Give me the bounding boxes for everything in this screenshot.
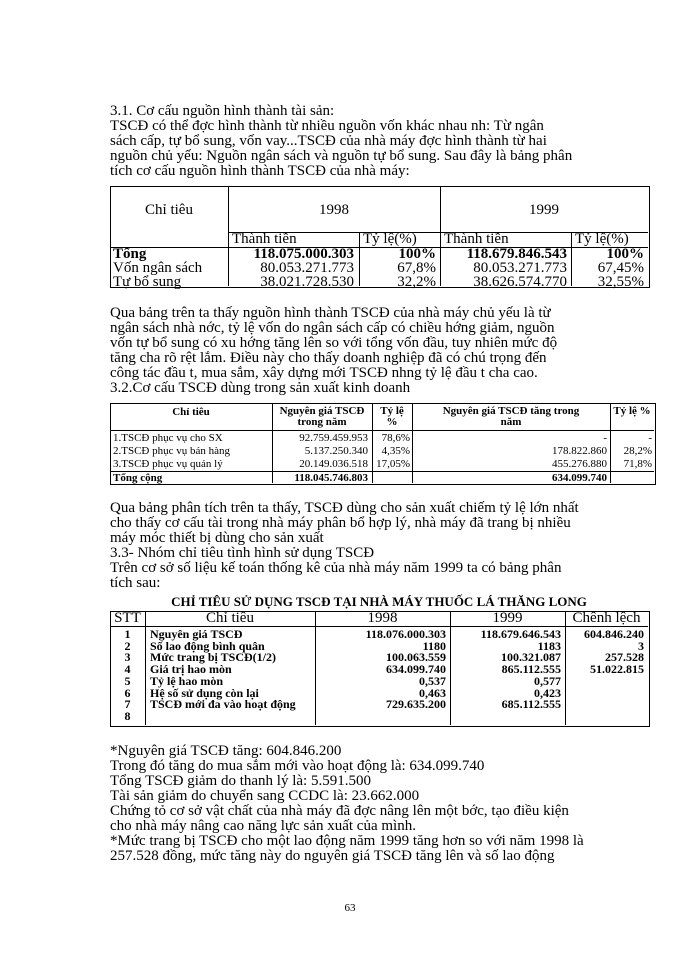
- t2-header-indicator: Chỉ tiêu: [172, 406, 210, 418]
- para2-line-3: vốn tự bổ sung có xu hớng tăng lên so với tổng vốn đầu, tuy nhiên mức độ: [110, 335, 558, 351]
- row-budget-amount-1999: 80.053.271.773: [473, 260, 567, 276]
- t2-header-ratio-1: Tỷ lệ %: [380, 405, 404, 428]
- header-ratio-1999: Tỷ lệ(%): [575, 231, 629, 247]
- t3-row-label-4: Giá trị hao mòn: [150, 662, 232, 676]
- para2-line-1: Qua bảng trên ta thấy nguồn hình thành TSCĐ của nhà máy chủ yếu là từ: [110, 305, 551, 321]
- t2-header-cost: Nguyên giá TSCĐ trong năm: [279, 405, 365, 428]
- row-self-amount-1999: 38.626.574.770: [473, 274, 567, 290]
- t3-row-1998-3: 100.063.559: [386, 650, 446, 664]
- t3-row-label-5: Tỷ lệ hao mòn: [150, 674, 224, 688]
- para2-line-5: công tác đầu t, mua sắm, xây dựng mới TSCĐ nhng tỷ lệ đầu t cha cao.: [110, 365, 538, 381]
- t3-row-stt-3: 3: [124, 650, 131, 664]
- t2-row-2-ratio-2: 28,2%: [623, 445, 652, 457]
- para4-line-5: Chứng tỏ cơ sở vật chất của nhà máy đã đợc nâng lên một bớc, tạo điều kiện: [110, 803, 569, 819]
- header-amount-1999: Thành tiền: [444, 231, 509, 247]
- row-total-ratio-1998: 100%: [398, 246, 436, 262]
- t2-row-1-label: 1.TSCĐ phục vụ cho SX: [113, 432, 223, 444]
- t2-total-label: Tổng cộng: [113, 472, 163, 484]
- t3-row-1999-1: 118.679.646.543: [480, 627, 561, 641]
- para3-line-5: Trên cơ sở số liệu kế toán thống kê của nhà máy năm 1999 ta có bảng phân: [110, 560, 562, 576]
- t3-row-1999-7: 685.112.555: [501, 697, 561, 711]
- t3-row-1998-2: 1180: [422, 639, 446, 653]
- row-self-ratio-1998: 32,2%: [397, 274, 436, 290]
- t3-row-diff-1: 604.846.240: [584, 627, 644, 641]
- row-budget-ratio-1999: 67,45%: [597, 260, 644, 276]
- t3-header-1998: 1998: [367, 610, 398, 626]
- para3-line-3: máy móc thiết bị dùng cho sản xuất: [110, 530, 324, 546]
- para4-line-2: Trong đó tăng do mua sắm mới vào hoạt động là: 634.099.740: [110, 758, 485, 774]
- t3-row-stt-4: 4: [124, 662, 131, 676]
- para3-line-2: cho thấy cơ cấu tài trong nhà máy phân bổ hợp lý, nhà máy đã trang bị nhiều: [110, 515, 571, 531]
- para4-line-8: 257.528 đồng, mức tăng này do nguyên giá TSCĐ tăng lên và số lao động: [110, 848, 555, 864]
- t3-row-stt-5: 5: [124, 674, 131, 688]
- row-budget-amount-1998: 80.053.271.773: [260, 260, 354, 276]
- header-year-1999: 1999: [529, 202, 559, 218]
- row-self-amount-1998: 38.021.728.530: [260, 274, 354, 290]
- intro-line-2: sách cấp, tự bổ sung, vốn vay...TSCĐ của nhà máy đợc hình thành từ hai: [110, 133, 547, 149]
- para3-line-6: tích sau:: [110, 575, 161, 591]
- t2-row-2-cost: 5.137.250.340: [304, 445, 368, 457]
- t3-row-diff-2: 3: [638, 639, 644, 653]
- t3-header-1999: 1999: [492, 610, 523, 626]
- para2-line-2: ngân sách nhà nớc, tỷ lệ vốn do ngân sách cấp có chiều hớng giảm, nguồn: [110, 320, 555, 336]
- row-budget-ratio-1998: 67,8%: [397, 260, 436, 276]
- t3-row-diff-4: 51.022.815: [590, 662, 644, 676]
- row-self-ratio-1999: 32,55%: [597, 274, 644, 290]
- t2-row-2-increase: 178.822.860: [552, 445, 607, 457]
- section-heading-3-3: 3.3- Nhóm chỉ tiêu tình hình sử dụng TSCĐ: [110, 545, 375, 561]
- t2-total-increase: 634.099.740: [552, 472, 607, 484]
- t2-header-ratio-2: Tỷ lệ %: [613, 405, 651, 417]
- t3-row-stt-8: 8: [124, 709, 131, 723]
- row-total-amount-1998: 118.075.000.303: [253, 246, 354, 262]
- para4-line-3: Tổng TSCĐ giảm do thanh lý là: 5.591.500: [110, 773, 371, 789]
- t3-title: CHỈ TIÊU SỬ DỤNG TSCĐ TẠI NHÀ MÁY THUỐC LÁ THĂNG LONG: [171, 594, 587, 609]
- t3-row-1999-5: 0,577: [534, 674, 561, 688]
- row-budget-label: Vốn ngân sách: [113, 260, 203, 276]
- row-self-label: Tự bổ sung: [113, 274, 182, 290]
- header-year-1998: 1998: [319, 202, 349, 218]
- t3-row-1999-2: 1183: [537, 639, 561, 653]
- header-indicator: Chỉ tiêu: [145, 202, 193, 218]
- t2-row-1-cost: 92.759.459.953: [299, 432, 368, 444]
- t3-row-1998-7: 729.635.200: [386, 697, 446, 711]
- t3-row-1998-5: 0,537: [419, 674, 446, 688]
- header-amount-1998: Thành tiền: [232, 231, 297, 247]
- t2-row-1-ratio: 78,6%: [381, 432, 410, 444]
- t3-row-stt-1: 1: [124, 627, 131, 641]
- para4-line-7: *Mức trang bị TSCĐ cho một lao động năm 1999 tăng hơn so với năm 1998 là: [110, 833, 584, 849]
- t3-row-diff-3: 257.528: [605, 650, 644, 664]
- t3-row-1998-4: 634.099.740: [386, 662, 446, 676]
- t2-row-3-ratio-2: 71,8%: [623, 458, 652, 470]
- t3-row-1998-6: 0,463: [419, 686, 446, 700]
- t3-header-diff: Chênh lệch: [572, 610, 641, 626]
- para2-line-4: tăng cha rõ rệt lắm. Điều này cho thấy doanh nghiệp đã có chú trọng đến: [110, 350, 547, 366]
- t3-row-label-3: Mức trang bị TSCĐ(1/2): [150, 650, 276, 664]
- intro-line-3: nguồn chủ yếu: Nguồn ngân sách và nguồn tự bổ sung. Sau đây là bảng phân: [110, 148, 573, 164]
- t3-row-stt-7: 7: [124, 697, 131, 711]
- t2-row-1-increase: -: [603, 432, 607, 444]
- t3-row-label-1: Nguyên giá TSCĐ: [150, 627, 243, 641]
- t3-row-stt-2: 2: [124, 639, 131, 653]
- para4-line-6: cho nhà máy nâng cao năng lực sản xuất của mình.: [110, 818, 416, 834]
- t2-row-3-ratio: 17,05%: [376, 458, 410, 470]
- t3-row-1999-6: 0,423: [534, 686, 561, 700]
- t3-row-1998-1: 118.076.000.303: [365, 627, 446, 641]
- row-total-ratio-1999: 100%: [606, 246, 644, 262]
- t2-row-2-label: 2.TSCĐ phục vụ bán hàng: [113, 445, 231, 457]
- t3-row-1999-3: 100.321.087: [501, 650, 561, 664]
- t2-total-cost: 118.045.746.803: [294, 472, 368, 484]
- intro-line-4: tích cơ cấu nguồn hình thành TSCĐ của nhà máy:: [110, 163, 410, 179]
- t3-row-label-2: Số lao động bình quân: [150, 639, 265, 653]
- para4-line-4: Tài sản giảm do chuyển sang CCDC là: 23.662.000: [110, 788, 420, 804]
- section-heading-3-2: 3.2.Cơ cấu TSCĐ dùng trong sản xuất kinh doanh: [110, 380, 411, 396]
- para4-line-1: *Nguyên giá TSCĐ tăng: 604.846.200: [110, 743, 342, 759]
- header-ratio-1998: Tỷ lệ(%): [363, 231, 417, 247]
- t3-row-1999-4: 865.112.555: [501, 662, 561, 676]
- t3-header-indicator: Chỉ tiêu: [206, 610, 254, 626]
- t2-row-2-ratio: 4,35%: [381, 445, 410, 457]
- t3-row-label-7: TSCĐ mới đa vào hoạt động: [150, 697, 296, 711]
- page-number: 63: [344, 902, 356, 914]
- t3-row-stt-6: 6: [124, 686, 131, 700]
- t3-header-stt: STT: [114, 610, 141, 626]
- intro-line-1: TSCĐ có thể đợc hình thành từ nhiều nguồn vốn khác nhau nh: Từ ngân: [110, 118, 544, 134]
- row-total-amount-1999: 118.679.846.543: [466, 246, 567, 262]
- t2-header-increase: Nguyên giá TSCĐ tăng trong năm: [442, 405, 580, 428]
- t3-row-label-6: Hệ số sử dụng còn lại: [150, 686, 259, 700]
- section-heading-3-1: 3.1. Cơ cấu nguồn hình thành tài sản:: [110, 103, 335, 119]
- t2-row-1-ratio-2: -: [648, 432, 652, 444]
- t2-row-3-cost: 20.149.036.518: [299, 458, 368, 470]
- t2-row-3-increase: 455.276.880: [552, 458, 607, 470]
- t2-row-3-label: 3.TSCĐ phục vụ quản lý: [113, 458, 223, 470]
- row-total-label: Tổng: [113, 246, 147, 262]
- para3-line-1: Qua bảng phân tích trên ta thấy, TSCĐ dùng cho sản xuất chiếm tỷ lệ lớn nhất: [110, 500, 579, 516]
